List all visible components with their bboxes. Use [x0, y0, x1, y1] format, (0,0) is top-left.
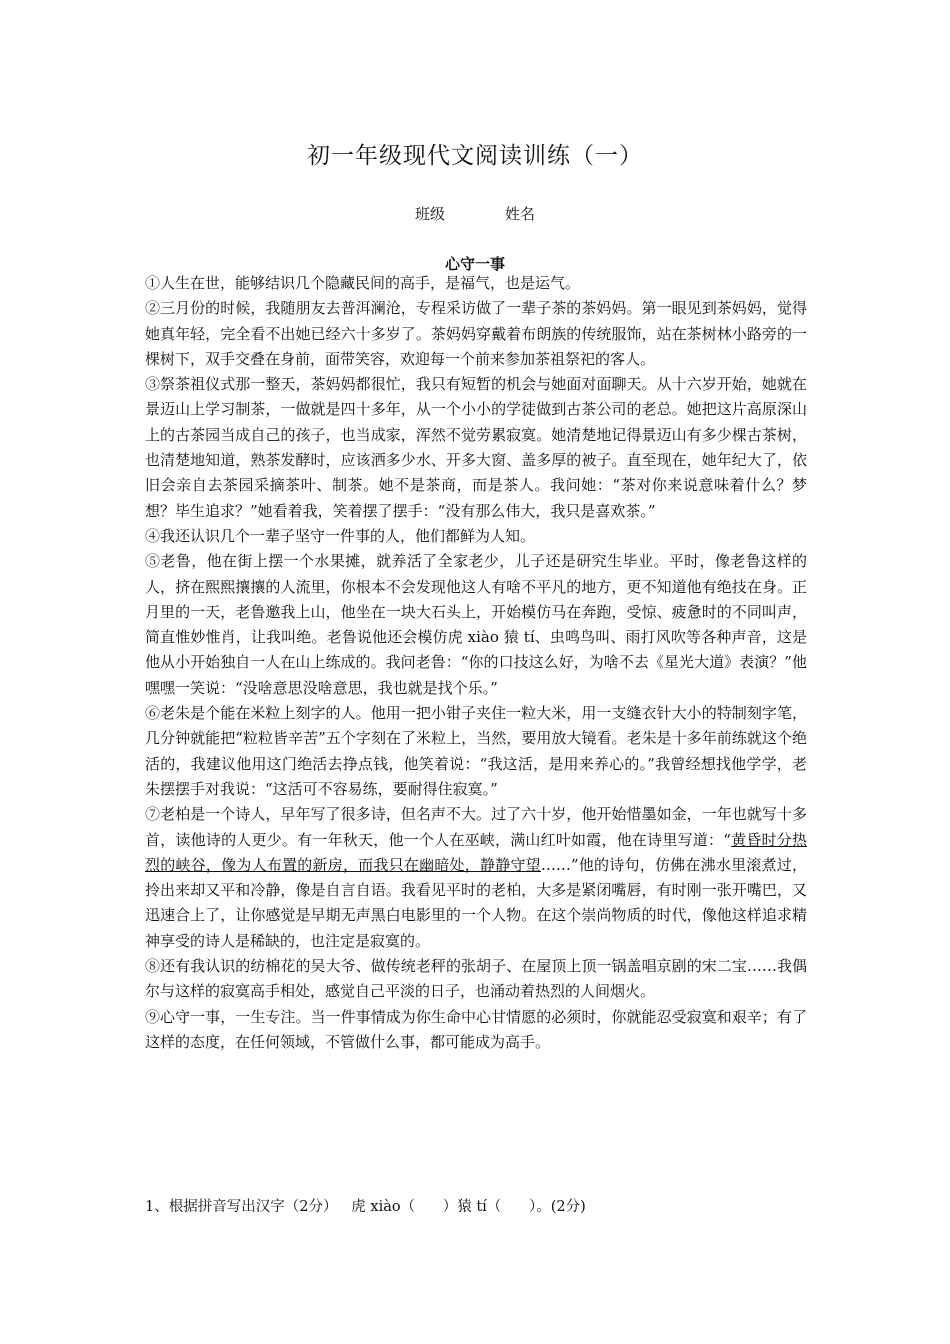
- paragraph-7-start: ⑦老柏是一个诗人，早年写了很多诗，但名声不大。过了六十岁，他开始惜墨如金，一年也就写十多首，读他诗的人更少。有一年秋天，他一个人在巫峡，满山红叶如霞，他在诗里写道：“: [145, 805, 807, 849]
- question-1: 1、根据拼音写出汉字（2分） 虎 xiào（ ）猿 tí（ ）。(2分): [145, 1199, 586, 1215]
- paragraph-2: ②三月份的时候，我随朋友去普洱澜沧，专程采访做了一辈子茶的茶妈妈。第一眼见到茶妈妈，觉得她真年轻，完全看不出她已经六十多岁了。茶妈妈穿戴着布朗族的传统服饰，站在茶树林小路旁的一棵树下，双手交叠在身前，面带笑容，欢迎每一个前来参加茶祖祭祀的客人。: [145, 299, 807, 368]
- paragraph-5: ⑤老鲁，他在街上摆一个水果摊，就养活了全家老少，儿子还是研究生毕业。平时，像老鲁这样的人，挤在熙熙攘攘的人流里，你根本不会发现他这人有啥不平凡的地方，更不知道他有绝技在身。正月里的一天，老鲁邀我上山，他坐在一块大石头上，开始模仿马在奔跑，受惊、疲惫时的不同叫声，简直惟妙惟肖，让我叫绝。老鲁说他还会模仿虎 xiào 猿 tí、虫鸣鸟叫、雨打风吹等各种声音，这是他从小开始独自一人在山上练成的。我问老鲁：“你的口技这么好，为啥不去《星光大道》表演？”他嘿嘿一笑说：“没啥意思没啥意思，我也就是找个乐。”: [145, 552, 807, 697]
- paragraph-3: ③祭茶祖仪式那一整天，茶妈妈都很忙，我只有短暂的机会与她面对面聊天。从十六岁开始，她就在景迈山上学习制茶，一做就是四十多年，从一个小小的学徒做到古茶公司的老总。她把这片高原深山上的古茶园当成自己的孩子，也当成家，浑然不觉劳累寂寞。她清楚地记得景迈山有多少棵古茶树，也清楚地知道，熟茶发酵时，应该洒多少水、开多大窗、盖多厚的被子。直至现在，她年纪大了，依旧会亲自去茶园采摘茶叶、制茶。她不是茶商，而是茶人。我问她：“茶对你来说意味着什么？梦想？毕生追求？”她看着我，笑着摆了摆手：“没有那么伟大，我只是喜欢茶。”: [145, 375, 807, 520]
- class-label: 班级: [414, 205, 445, 223]
- article-body: [145, 271, 807, 1055]
- paragraph-8: ⑧还有我认识的纺棉花的吴大爷、做传统老秤的张胡子、在屋顶上顶一锅盖唱京剧的宋二宝……我偶尔与这样的寂寞高手相处，感觉自己平淡的日子，也涌动着热烈的人间烟火。: [145, 957, 807, 1001]
- paragraph-9: ⑨心守一事，一生专注。当一件事情成为你生命中心甘情愿的必须时，你就能忍受寂寞和艰辛；有了这样的态度，在任何领域，不管做什么事，都可能成为高手。: [145, 1007, 807, 1051]
- paragraph-7: [145, 802, 807, 954]
- student-info-line: [0, 203, 950, 224]
- underlined-poem-line: 黄昏时分热烈的峡谷，像为人布置的新房，而我只在幽暗处，静静守望: [145, 830, 807, 874]
- name-label: 姓名: [505, 205, 536, 223]
- article-heading: 心守一事: [444, 255, 505, 273]
- paragraph-7-end: ……”他的诗句，仿佛在沸水里滚煮过，拎出来却又平和冷静，像是自言自语。我看见平时的老柏，大多是紧闭嘴唇，有时刚一张开嘴巴，又迅速合上了，让你感觉是早期无声黑白电影里的一个人物。在这个崇尚物质的时代，像他这样追求精神享受的诗人是稀缺的，也注定是寂寞的。: [145, 855, 807, 950]
- paragraph-4: ④我还认识几个一辈子坚守一件事的人，他们都鲜为人知。: [145, 526, 536, 545]
- paragraph-6: ⑥老朱是个能在米粒上刻字的人。他用一把小钳子夹住一粒大米，用一支缝衣针大小的特制刻字笔，几分钟就能把“粒粒皆辛苦”五个字刻在了米粒上，当然，要用放大镜看。老朱是十多年前练就这个绝活的，我建议他用这门绝活去挣点钱，他笑着说：“我这活，是用来养心的。”我曾经想找他学学，老朱摆摆手对我说：“这活可不容易练，要耐得住寂寞。”: [145, 704, 807, 798]
- paragraph-1: ①人生在世，能够结识几个隐藏民间的高手，是福气，也是运气。: [145, 274, 581, 292]
- page-title: 初一年级现代文阅读训练（一）: [307, 143, 643, 169]
